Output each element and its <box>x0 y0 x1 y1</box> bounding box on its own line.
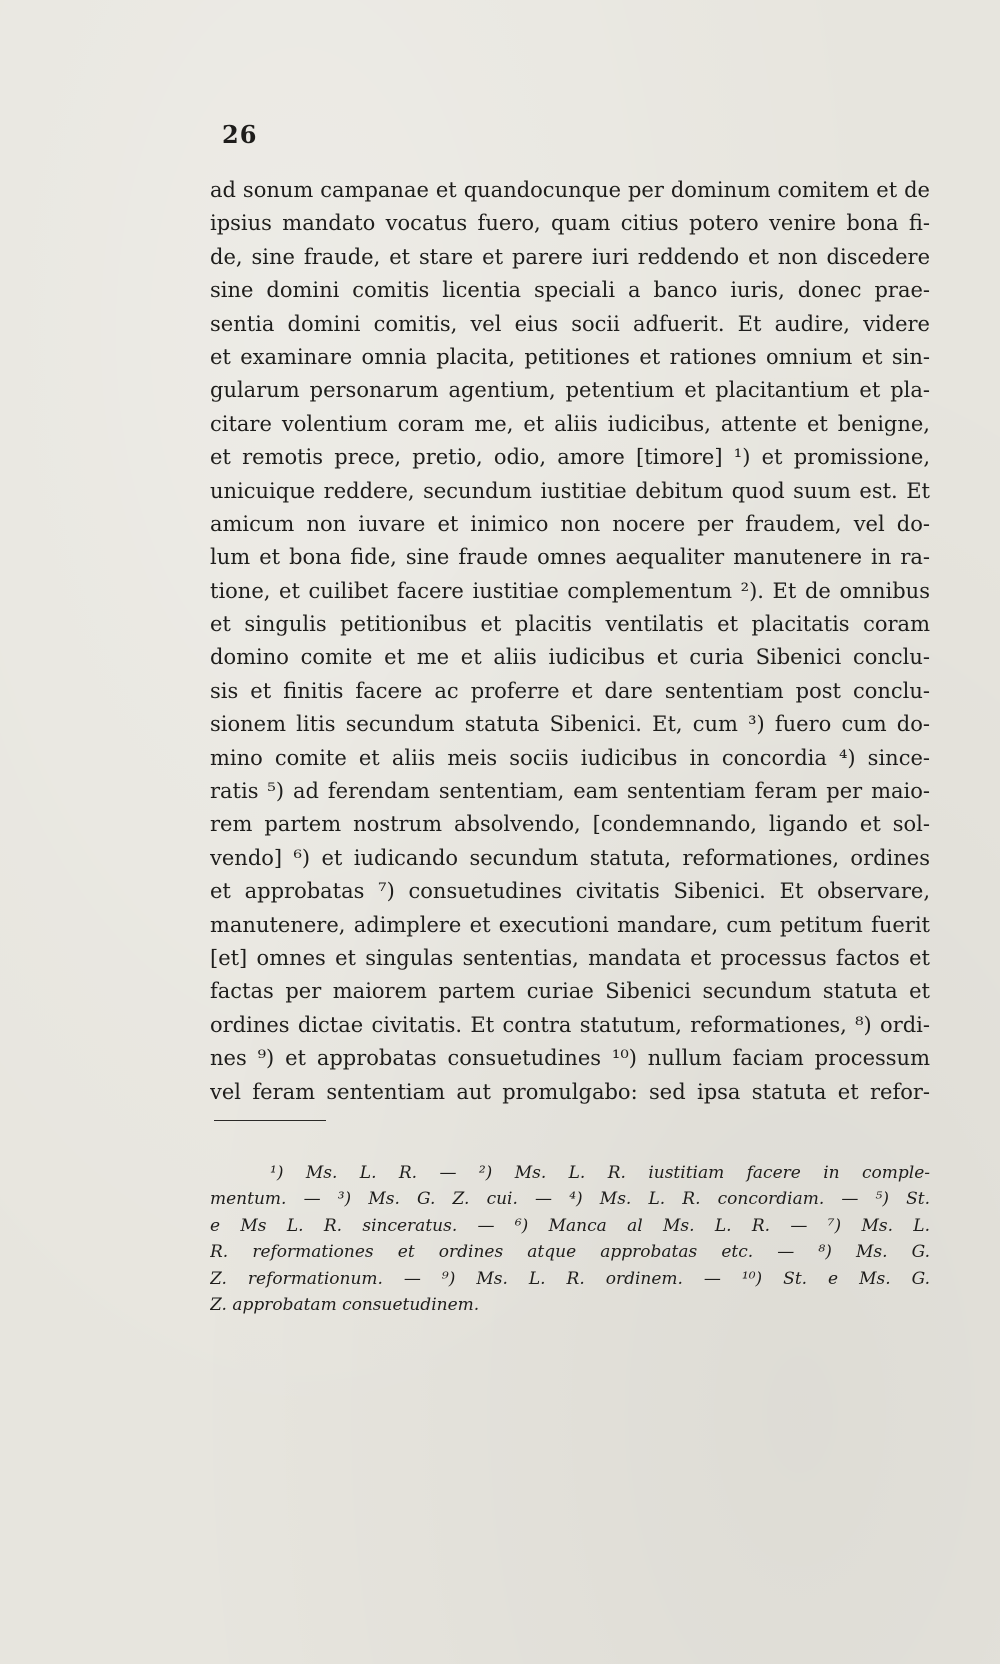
text-line: et singulis petitionibus et placitis ventilatis et placitatis coram <box>210 612 930 637</box>
text-line: domino comite et me et aliis iudicibus et curia Sibenici conclu- <box>210 645 930 670</box>
text-line: nes ⁹) et approbatas consuetudines ¹⁰) nullum faciam processum <box>210 1046 930 1071</box>
footnote-line: ¹) Ms. L. R. — ²) Ms. L. R. iustitiam facere in comple- <box>270 1163 930 1183</box>
text-line: de, sine fraude, et stare et parere iuri reddendo et non discedere <box>210 244 930 269</box>
text-line: [et] omnes et singulas sententias, mandata et processus factos et <box>210 945 930 970</box>
body-text <box>210 174 930 1109</box>
text-line: lum et bona fide, sine fraude omnes aequaliter manutenere in ra- <box>210 545 930 570</box>
text-line: vendo] ⁶) et iudicando secundum statuta, reformationes, ordines <box>210 845 930 870</box>
text-line: vel feram sententiam aut promulgabo: sed ipsa statuta et refor- <box>210 1079 930 1104</box>
text-line: et approbatas ⁷) consuetudines civitatis Sibenici. Et observare, <box>210 879 930 904</box>
footnote-line: mentum. — ³) Ms. G. Z. cui. — ⁴) Ms. L. R. concordiam. — ⁵) St. <box>210 1189 930 1210</box>
page-number: 26 <box>222 120 258 149</box>
text-line: sis et finitis facere ac proferre et dare sententiam post conclu- <box>210 678 930 703</box>
text-line: ipsius mandato vocatus fuero, quam citius potero venire bona fi- <box>210 211 930 236</box>
text-line: rem partem nostrum absolvendo, [condemnando, ligando et sol- <box>210 812 930 837</box>
text-line: et remotis prece, pretio, odio, amore [timore] ¹) et promissione, <box>210 445 930 470</box>
footnotes <box>210 1160 930 1318</box>
text-line: factas per maiorem partem curiae Sibenici secundum statuta et <box>210 979 930 1004</box>
text-line: ordines dictae civitatis. Et contra statutum, reformationes, ⁸) ordi- <box>210 1012 930 1037</box>
footnote-line: Z. approbatam consuetudinem. <box>210 1294 480 1315</box>
text-line: ratis ⁵) ad ferendam sententiam, eam sententiam feram per maio- <box>210 779 930 804</box>
text-line: sine domini comitis licentia speciali a banco iuris, donec prae- <box>210 278 930 303</box>
footnote-divider <box>214 1120 326 1121</box>
text-line: sionem litis secundum statuta Sibenici. Et, cum ³) fuero cum do- <box>210 712 930 737</box>
text-line: citare volentium coram me, et aliis iudicibus, attente et benigne, <box>210 411 930 436</box>
text-line: sentia domini comitis, vel eius socii adfuerit. Et audire, videre <box>210 311 930 336</box>
text-line: gularum personarum agentium, petentium et placitantium et pla- <box>210 378 930 403</box>
footnote-line: Z. reformationum. — ⁹) Ms. L. R. ordinem. — ¹⁰) St. e Ms. G. <box>210 1268 930 1289</box>
text-line: et examinare omnia placita, petitiones et rationes omnium et sin- <box>210 344 930 369</box>
text-line: unicuique reddere, secundum iustitiae debitum quod suum est. Et <box>210 478 930 503</box>
text-line: tione, et cuilibet facere iustitiae complementum ²). Et de omnibus <box>210 578 930 603</box>
text-line: mino comite et aliis meis sociis iudicibus in concordia ⁴) since- <box>210 745 930 770</box>
text-line: ad sonum campanae et quandocunque per dominum comitem et de <box>210 178 930 202</box>
footnote-line: R. reformationes et ordines atque approbatas etc. — ⁸) Ms. G. <box>210 1242 930 1263</box>
footnote-line: e Ms L. R. sinceratus. — ⁶) Manca al Ms. L. R. — ⁷) Ms. L. <box>210 1215 930 1236</box>
text-line: amicum non iuvare et inimico non nocere per fraudem, vel do- <box>210 511 930 536</box>
text-line: manutenere, adimplere et executioni mandare, cum petitum fuerit <box>210 912 930 937</box>
